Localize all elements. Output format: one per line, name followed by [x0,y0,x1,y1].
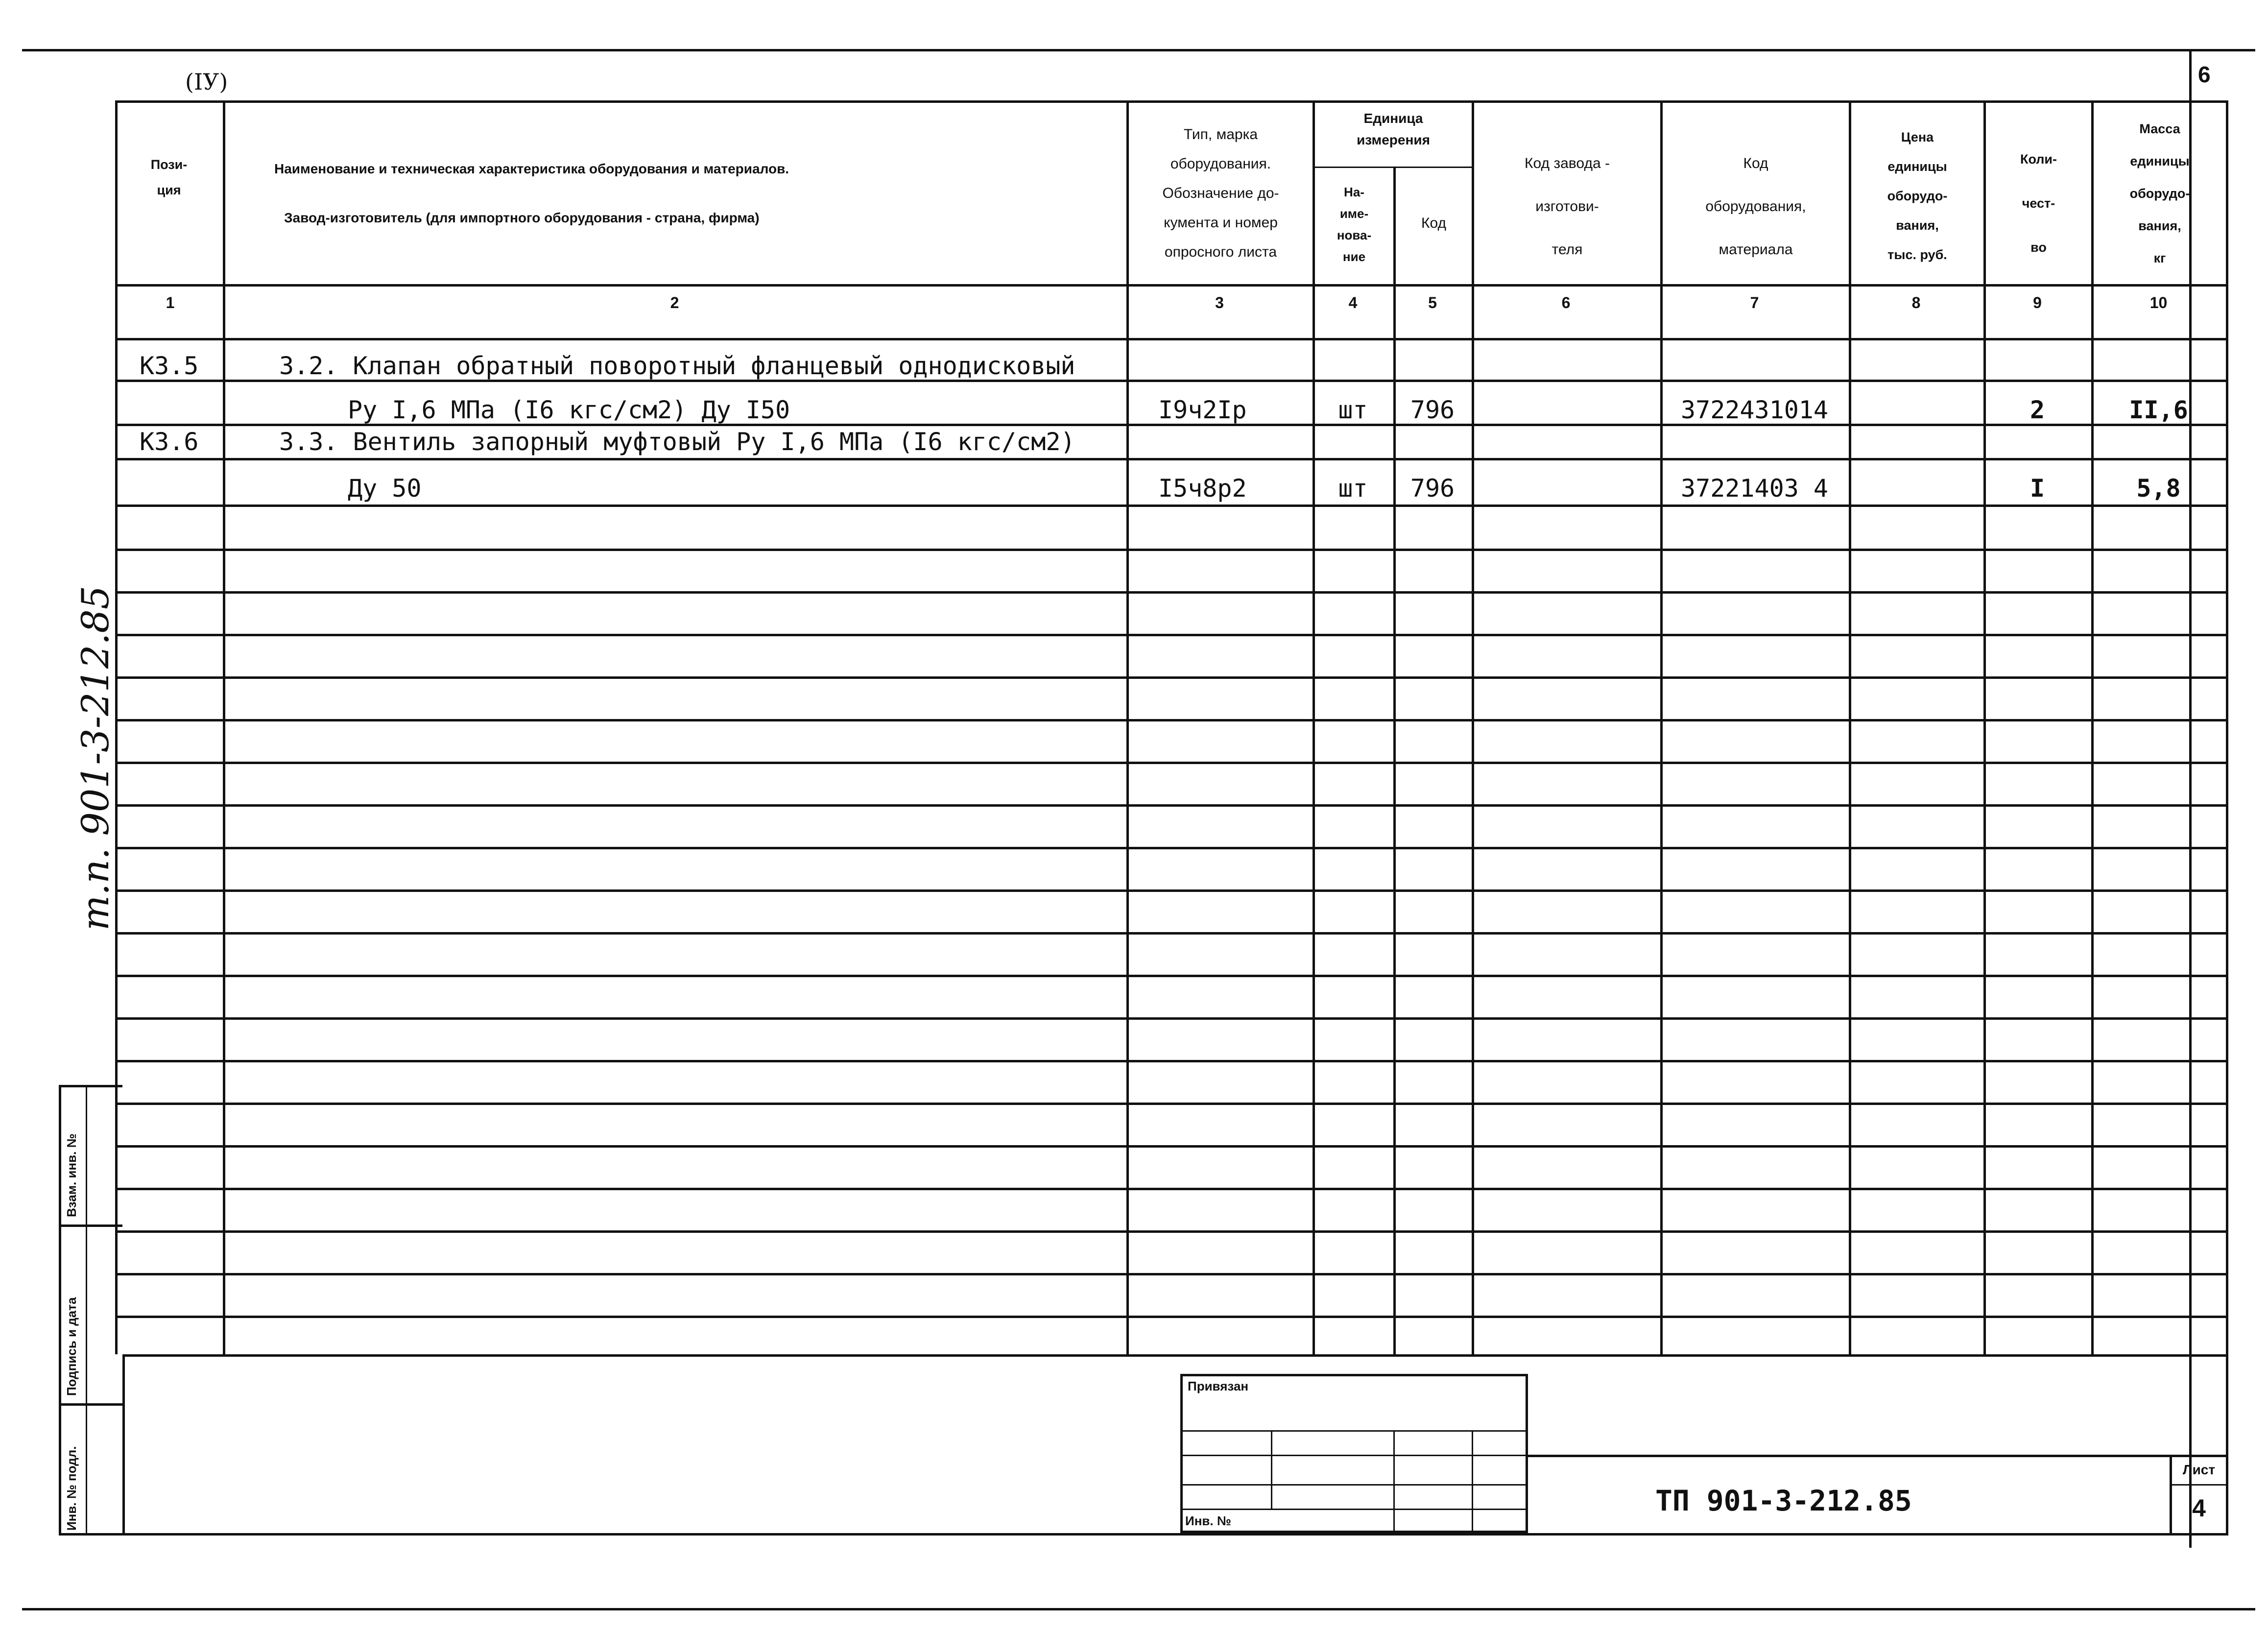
row-line [115,634,2226,636]
side-field-sep-1 [59,1224,122,1227]
header-col4: На- имe- нова- ние [1337,185,1372,264]
row2-unit: шт [1338,396,1368,424]
col-line-4 [1393,167,1396,1354]
side-field-signature: Подпись и дата [64,1297,79,1396]
row-line [115,1145,2226,1148]
header-col2: Наименование и техническая характеристика оборудования и материалов. Завод-изготовитель (для импортного оборудования - страна, фирма) [274,161,789,225]
sheet-box-divider [2170,1484,2226,1486]
row-line [115,549,2226,551]
column-number: 3 [1215,294,1224,312]
col-line-8 [1983,100,1986,1354]
unit-group-line [1313,167,1472,168]
stamp-col-2 [1393,1430,1395,1533]
column-number: 5 [1428,294,1437,312]
header-col6: Код завода - изготови- теля [1525,155,1610,258]
stamp-bound-label: Привязан [1188,1379,1249,1393]
row3-name: 3.3. Вентиль запорный муфтовый Ру I,6 МПа (I6 кгс/см2) [279,428,1075,456]
row4-mass: 5,8 [2136,474,2181,503]
row2-qty: 2 [2029,396,2045,424]
column-number: 6 [1561,294,1571,312]
header-col7: Код оборудования, материала [1705,155,1806,258]
row-line [115,847,2226,849]
side-fields-top [59,1085,122,1087]
row-line [115,676,2226,679]
row4-code: 796 [1410,474,1455,503]
row2-mass: II,6 [2129,396,2188,424]
row2-type: I9ч2Iр [1158,396,1247,424]
row-line [115,975,2226,977]
row-line [115,1230,2226,1233]
col-line-3 [1313,100,1315,1354]
sheet-label: Лист [2182,1462,2216,1477]
column-number: 7 [1750,294,1759,312]
side-field-replaced: Взам. инв. № [64,1133,79,1217]
header-col3: Тип, марка оборудования. Обозначение до- кумента и номер опросного листа [1162,126,1279,260]
row-line [115,504,2226,507]
page-number-divider [2189,49,2191,100]
stamp-inv-no-label: Инв. № [1185,1513,1231,1528]
stamp-area-bottom [59,1533,2226,1536]
col-line-6 [1660,100,1663,1354]
header-col8: Цена единицы оборудо- вания, тыс. руб. [1887,130,1948,262]
row-line [115,1017,2226,1020]
side-stamp: т.п. 901-3-212.85 [73,585,117,931]
stamp-area-left [122,1354,125,1536]
stamp-row-4 [1180,1509,1528,1510]
col-line-1 [223,100,225,1354]
row-line [115,719,2226,721]
top-border [22,49,2255,51]
header-col10: Масса единицы оборудо- вания, кг [2129,121,2190,265]
row-line [115,1273,2226,1275]
column-number: 9 [2033,294,2042,312]
header-col1: Пози- ция [150,157,188,197]
table-top [115,100,2226,103]
header-col5: Код [1421,215,1446,231]
side-field-inv-no: Инв. № подл. [64,1446,79,1531]
row2-name: Ру I,6 МПа (I6 кгс/см2) Ду I50 [348,396,790,424]
row-line [115,1188,2226,1190]
sheet-corner-label: (IУ) [185,69,228,95]
row-line [115,458,2226,460]
document-code: ТП 901-3-212.85 [1655,1484,1912,1517]
row-line [115,762,2226,764]
row-line [115,932,2226,935]
row3-pos: К3.6 [140,428,199,456]
stamp-row-2 [1180,1455,1528,1456]
row-line [115,1060,2226,1062]
row-line [115,1316,2226,1318]
row1-pos: К3.5 [140,352,199,380]
column-number: 2 [670,294,679,312]
row4-qty: I [2029,474,2045,503]
row4-item-code: 37221403 4 [1680,474,1829,503]
sheet-number: 4 [2192,1494,2206,1522]
colnum-bottom [115,338,2226,340]
col-line-2 [1126,100,1129,1354]
column-number: 8 [1911,294,1921,312]
col-line-0 [115,100,118,1354]
stamp-area-right [2226,1354,2228,1536]
side-field-sep-2 [59,1403,122,1406]
col-line-5 [1472,100,1474,1354]
stamp-area-top [122,1354,2226,1357]
row2-item-code: 3722431014 [1680,396,1829,424]
row-line [115,591,2226,594]
column-number: 4 [1348,294,1358,312]
row4-type: I5ч8р2 [1158,474,1247,503]
col-line-10 [2226,100,2228,1354]
stamp-row-3 [1180,1484,1528,1486]
header-col9: Коли- чест- во [2020,152,2057,255]
col-line-7 [1849,100,1851,1354]
column-number: 10 [2149,294,2168,312]
side-fields-left [59,1085,61,1533]
column-number: 1 [166,294,175,312]
header-bottom [115,284,2226,287]
page-number-top: 6 [2198,62,2211,87]
col-line-9 [2091,100,2094,1354]
row4-unit: шт [1338,474,1368,503]
row-line [115,889,2226,892]
header-unit-group: Единица измерения [1357,111,1430,147]
row1-name: 3.2. Клапан обратный поворотный фланцевый однодисковый [279,352,1075,380]
side-fields-divider [86,1085,87,1533]
row-line [115,1103,2226,1105]
bottom-border [22,1608,2255,1610]
row-line [115,804,2226,807]
stamp-col-1 [1271,1430,1272,1509]
row2-code: 796 [1410,396,1455,424]
row4-name: Ду 50 [348,474,422,503]
title-block-top [1528,1455,2226,1457]
stamp-col-3 [1472,1430,1473,1533]
stamp-row-1 [1180,1430,1528,1432]
